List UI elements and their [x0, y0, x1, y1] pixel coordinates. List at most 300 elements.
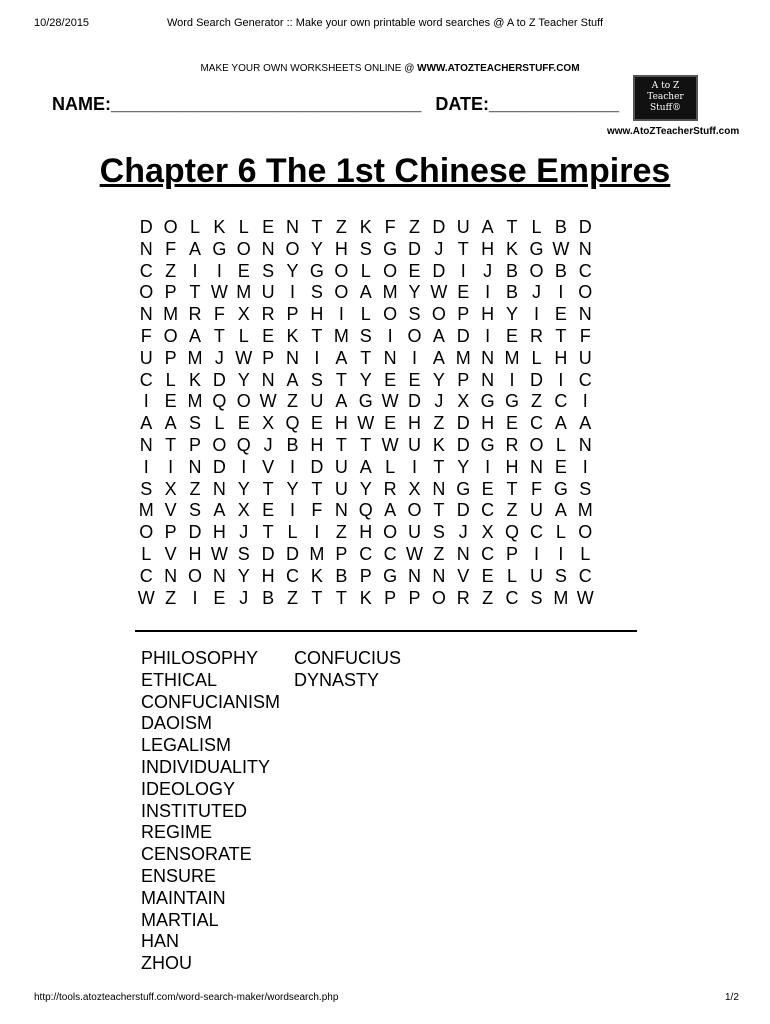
print-header-title: Word Search Generator :: Make your own printable word searches @ A to Z Teacher Stuff [166, 17, 604, 29]
grid-letter: R [505, 434, 519, 455]
grid-letter: U [310, 391, 324, 412]
grid-letter: P [164, 282, 177, 303]
grid-letter: Q [358, 500, 373, 521]
grid-letter: N [139, 304, 153, 325]
grid-row [134, 588, 597, 610]
grid-letter: L [189, 217, 200, 237]
grid-letter: P [457, 304, 470, 325]
grid-letter: G [480, 391, 495, 412]
grid-letter: H [310, 434, 324, 455]
grid-letter: O [529, 434, 544, 455]
grid-row [134, 544, 597, 566]
grid-letter: H [481, 413, 495, 434]
grid-letter: M [309, 543, 325, 564]
grid-letter: S [237, 543, 250, 564]
grid-letter: D [578, 217, 592, 237]
logo-line-2: Teacher [647, 92, 684, 102]
grid-letter: C [359, 543, 373, 564]
grid-letter: E [262, 325, 275, 346]
grid-letter: U [407, 434, 421, 455]
grid-letter: W [137, 587, 155, 608]
grid-letter: I [314, 347, 320, 368]
grid-letter: V [457, 565, 470, 586]
grid-letter: N [188, 456, 202, 477]
grid-letter: H [334, 238, 348, 259]
grid-letter: P [457, 369, 470, 390]
grid-letter: Y [506, 304, 519, 325]
word-list-item: INSTITUTED [141, 800, 247, 821]
grid-letter: Z [335, 522, 347, 543]
grid-letter: C [286, 565, 300, 586]
grid-row [134, 304, 597, 326]
grid-letter: S [408, 304, 421, 325]
grid-letter: I [290, 282, 296, 303]
grid-letter: E [554, 304, 567, 325]
word-list-item: PHILOSOPHY [141, 648, 259, 668]
grid-letter: A [481, 217, 494, 237]
grid-letter: I [411, 456, 417, 477]
grid-letter: W [552, 238, 570, 259]
grid-letter: U [529, 565, 543, 586]
grid-letter: O [383, 260, 398, 281]
grid-letter: I [290, 500, 296, 521]
grid-letter: P [164, 347, 177, 368]
grid-letter: A [188, 325, 201, 346]
grid-letter: N [212, 478, 226, 499]
grid-letter: K [359, 587, 372, 608]
grid-letter: Y [359, 369, 372, 390]
grid-letter: I [558, 369, 564, 390]
grid-letter: E [408, 369, 421, 390]
grid-letter: Y [237, 478, 250, 499]
worksheet-title: Chapter 6 The 1st Chinese Empires [99, 152, 671, 190]
grid-letter: N [578, 304, 592, 325]
grid-letter: P [506, 543, 519, 564]
grid-letter: D [456, 500, 470, 521]
grid-letter: E [262, 217, 275, 237]
grid-letter: A [213, 500, 226, 521]
grid-letter: Y [359, 478, 372, 499]
grid-letter: I [582, 391, 588, 412]
grid-letter: T [506, 217, 518, 237]
grid-letter: D [310, 456, 324, 477]
grid-letter: D [407, 238, 421, 259]
grid-letter: H [212, 522, 226, 543]
grid-letter: R [529, 325, 543, 346]
grid-letter: W [405, 543, 423, 564]
promo-text: MAKE YOUR OWN WORKSHEETS ONLINE @ [200, 63, 418, 74]
grid-letter: U [529, 500, 543, 521]
grid-letter: C [554, 391, 568, 412]
grid-letter: P [286, 304, 299, 325]
grid-letter: A [286, 369, 299, 390]
grid-letter: N [261, 238, 275, 259]
grid-row [134, 217, 597, 239]
grid-letter: L [507, 565, 518, 586]
divider [135, 630, 637, 632]
promo-line [0, 63, 770, 74]
grid-letter: C [529, 413, 543, 434]
grid-letter: Q [505, 522, 520, 543]
grid-letter: K [310, 565, 323, 586]
grid-letter: J [458, 522, 468, 543]
grid-letter: N [261, 369, 275, 390]
grid-letter: N [432, 478, 446, 499]
grid-letter: E [237, 260, 250, 281]
grid-letter: F [530, 478, 542, 499]
grid-letter: I [485, 282, 491, 303]
grid-letter: T [311, 217, 323, 237]
grid-row [134, 239, 597, 261]
grid-letter: N [212, 565, 226, 586]
grid-row [134, 457, 597, 479]
grid-letter: D [407, 391, 421, 412]
grid-letter: E [506, 413, 519, 434]
grid-letter: E [237, 413, 250, 434]
grid-letter: F [384, 217, 396, 237]
grid-letter: O [285, 238, 300, 259]
grid-letter: M [333, 325, 349, 346]
grid-letter: Z [287, 587, 299, 608]
grid-letter: K [188, 369, 201, 390]
grid-letter: S [554, 565, 567, 586]
grid-letter: I [485, 325, 491, 346]
grid-letter: S [310, 282, 323, 303]
grid-letter: A [384, 500, 397, 521]
grid-letter: D [261, 543, 275, 564]
page-number: 1/2 [725, 992, 739, 1003]
grid-letter: W [381, 434, 399, 455]
grid-letter: A [164, 413, 177, 434]
grid-letter: X [408, 478, 421, 499]
grid-letter: T [311, 325, 323, 346]
grid-letter: A [359, 282, 372, 303]
grid-letter: Z [189, 478, 201, 499]
grid-letter: T [262, 478, 274, 499]
grid-letter: T [360, 434, 372, 455]
grid-letter: Y [237, 565, 250, 586]
grid-letter: X [481, 522, 494, 543]
grid-letter: G [553, 478, 568, 499]
grid-letter: V [262, 456, 275, 477]
grid-letter: T [555, 325, 567, 346]
grid-letter: A [359, 456, 372, 477]
grid-letter: B [506, 260, 519, 281]
grid-letter: L [214, 413, 225, 434]
grid-letter: O [163, 217, 178, 237]
grid-letter: I [387, 325, 393, 346]
grid-letter: I [411, 347, 417, 368]
grid-letter: O [383, 522, 398, 543]
grid-letter: W [430, 282, 448, 303]
grid-letter: P [359, 565, 372, 586]
grid-letter: O [334, 282, 349, 303]
grid-letter: S [310, 369, 323, 390]
grid-letter: L [238, 217, 249, 237]
grid-letter: S [359, 325, 372, 346]
grid-letter: G [212, 238, 227, 259]
grid-letter: C [578, 369, 592, 390]
grid-letter: X [164, 478, 177, 499]
grid-letter: N [578, 434, 592, 455]
grid-letter: Z [287, 391, 299, 412]
date-field: DATE:_____________ [435, 94, 620, 114]
word-list-item: ENSURE [141, 865, 217, 886]
grid-letter: D [139, 217, 153, 237]
grid-letter: I [290, 456, 296, 477]
grid-letter: J [531, 282, 541, 303]
grid-letter: E [481, 478, 494, 499]
grid-letter: H [505, 456, 519, 477]
grid-letter: N [529, 456, 543, 477]
word-list-item: LEGALISM [141, 735, 232, 756]
grid-row [134, 391, 597, 413]
grid-letter: N [407, 565, 421, 586]
grid-letter: T [213, 325, 225, 346]
word-list-item: DAOISM [141, 713, 213, 734]
grid-letter: Y [457, 456, 470, 477]
grid-letter: L [531, 347, 542, 368]
grid-letter: P [335, 543, 348, 564]
grid-row [134, 522, 597, 544]
grid-letter: K [286, 325, 299, 346]
grid-letter: I [192, 260, 198, 281]
grid-letter: I [509, 369, 515, 390]
grid-letter: B [506, 282, 519, 303]
grid-letter: N [286, 347, 300, 368]
grid-letter: S [530, 587, 543, 608]
grid-letter: Z [165, 587, 177, 608]
grid-letter: J [214, 347, 224, 368]
grid-letter: E [506, 325, 519, 346]
grid-letter: D [456, 413, 470, 434]
grid-letter: N [481, 347, 495, 368]
grid-letter: G [480, 434, 495, 455]
atoz-logo [633, 75, 698, 121]
grid-letter: Y [432, 369, 445, 390]
grid-letter: S [262, 260, 275, 281]
grid-letter: Z [335, 217, 347, 237]
grid-letter: B [286, 434, 299, 455]
grid-letter: D [456, 434, 470, 455]
grid-letter: N [164, 565, 178, 586]
grid-letter: M [382, 282, 398, 303]
word-list-item: CENSORATE [141, 844, 252, 865]
grid-letter: O [431, 304, 446, 325]
word-list-item: HAN [141, 931, 180, 952]
grid-letter: H [334, 413, 348, 434]
grid-letter: L [580, 543, 591, 564]
grid-letter: T [189, 282, 201, 303]
grid-letter: G [383, 565, 398, 586]
grid-row [134, 500, 597, 522]
grid-letter: M [187, 391, 203, 412]
grid-letter: L [555, 434, 566, 455]
grid-letter: I [241, 456, 247, 477]
grid-letter: O [212, 434, 227, 455]
grid-letter: F [213, 304, 225, 325]
grid-letter: H [481, 238, 495, 259]
grid-letter: X [237, 304, 250, 325]
grid-row [134, 261, 597, 283]
grid-letter: I [314, 522, 320, 543]
grid-letter: W [235, 347, 253, 368]
grid-letter: J [434, 238, 444, 259]
grid-letter: S [188, 500, 201, 521]
grid-letter: A [579, 413, 592, 434]
grid-letter: Q [212, 391, 227, 412]
grid-letter: Y [286, 260, 299, 281]
grid-letter: J [483, 260, 493, 281]
grid-letter: H [310, 304, 324, 325]
grid-letter: T [335, 587, 347, 608]
grid-letter: J [239, 522, 249, 543]
grid-letter: O [529, 260, 544, 281]
grid-letter: I [338, 304, 344, 325]
grid-letter: A [432, 347, 445, 368]
word-list-item: CONFUCIUS [294, 648, 401, 668]
grid-letter: N [481, 369, 495, 390]
grid-letter: E [213, 587, 226, 608]
grid-letter: O [383, 304, 398, 325]
grid-letter: I [460, 260, 466, 281]
grid-letter: N [578, 238, 592, 259]
grid-letter: C [578, 260, 592, 281]
grid-letter: M [577, 500, 593, 521]
grid-letter: W [210, 543, 228, 564]
grid-letter: M [455, 347, 471, 368]
grid-letter: F [579, 325, 591, 346]
grid-letter: I [558, 543, 564, 564]
grid-letter: G [383, 238, 398, 259]
grid-letter: W [259, 391, 277, 412]
grid-letter: T [360, 347, 372, 368]
grid-letter: P [384, 587, 397, 608]
grid-row [134, 479, 597, 501]
grid-letter: U [261, 282, 275, 303]
grid-letter: C [578, 565, 592, 586]
grid-letter: T [433, 500, 445, 521]
logo-line-1: A to Z [651, 81, 680, 91]
grid-letter: U [578, 347, 592, 368]
grid-letter: G [456, 478, 471, 499]
grid-letter: L [165, 369, 176, 390]
grid-letter: E [384, 413, 397, 434]
grid-letter: N [334, 500, 348, 521]
grid-letter: O [431, 587, 446, 608]
grid-letter: Q [236, 434, 251, 455]
grid-letter: O [139, 522, 154, 543]
grid-letter: M [138, 500, 154, 521]
grid-letter: O [407, 500, 422, 521]
grid-letter: M [236, 282, 252, 303]
word-list-item: IDEOLOGY [141, 778, 236, 799]
grid-letter: I [143, 456, 149, 477]
grid-letter: S [359, 238, 372, 259]
grid-letter: R [383, 478, 397, 499]
grid-letter: T [433, 456, 445, 477]
grid-letter: I [216, 260, 222, 281]
grid-letter: O [236, 391, 251, 412]
grid-letter: T [506, 478, 518, 499]
grid-letter: J [239, 587, 249, 608]
grid-letter: G [309, 260, 324, 281]
grid-letter: P [408, 587, 421, 608]
print-date: 10/28/2015 [34, 17, 90, 29]
grid-letter: N [139, 238, 153, 259]
grid-letter: N [383, 347, 397, 368]
grid-letter: I [485, 456, 491, 477]
grid-letter: I [582, 456, 588, 477]
grid-letter: G [529, 238, 544, 259]
grid-letter: E [481, 565, 494, 586]
grid-letter: L [385, 456, 396, 477]
grid-letter: T [311, 587, 323, 608]
grid-letter: C [505, 587, 519, 608]
grid-letter: Y [237, 369, 250, 390]
grid-letter: A [188, 238, 201, 259]
grid-letter: H [188, 543, 202, 564]
grid-letter: N [456, 543, 470, 564]
grid-letter: C [139, 565, 153, 586]
grid-row [134, 282, 597, 304]
word-list-item: ETHICAL [141, 669, 218, 690]
grid-letter: V [164, 500, 177, 521]
grid-letter: N [286, 217, 300, 237]
grid-letter: Y [286, 478, 299, 499]
grid-letter: B [262, 587, 275, 608]
grid-letter: I [533, 304, 539, 325]
word-list-item: CONFUCIANISM [141, 691, 280, 712]
grid-letter: B [554, 260, 567, 281]
grid-letter: I [533, 543, 539, 564]
grid-letter: M [163, 304, 179, 325]
footer-url: http://tools.atozteacherstuff.com/word-search-maker/wordsearch.php [34, 992, 339, 1003]
grid-letter: W [576, 587, 594, 608]
grid-letter: E [457, 282, 470, 303]
grid-letter: D [286, 543, 300, 564]
grid-letter: S [579, 478, 592, 499]
grid-letter: Y [408, 282, 421, 303]
grid-letter: O [407, 325, 422, 346]
grid-row [134, 326, 597, 348]
grid-letter: R [188, 304, 202, 325]
grid-letter: G [358, 391, 373, 412]
grid-letter: Z [408, 217, 420, 237]
grid-letter: H [407, 413, 421, 434]
grid-letter: I [558, 282, 564, 303]
grid-letter: D [432, 217, 446, 237]
grid-letter: U [334, 456, 348, 477]
grid-letter: W [381, 391, 399, 412]
grid-letter: H [359, 522, 373, 543]
grid-letter: O [578, 282, 593, 303]
grid-letter: X [262, 413, 275, 434]
grid-letter: T [311, 478, 323, 499]
grid-letter: D [212, 456, 226, 477]
grid-letter: Y [310, 238, 323, 259]
grid-letter: E [384, 369, 397, 390]
grid-letter: O [334, 260, 349, 281]
grid-letter: N [432, 565, 446, 586]
grid-letter: C [139, 260, 153, 281]
grid-letter: D [529, 369, 543, 390]
grid-letter: M [553, 587, 569, 608]
word-list-item: INDIVIDUALITY [141, 756, 271, 777]
grid-letter: W [210, 282, 228, 303]
grid-letter: U [139, 347, 153, 368]
grid-letter: A [335, 391, 348, 412]
